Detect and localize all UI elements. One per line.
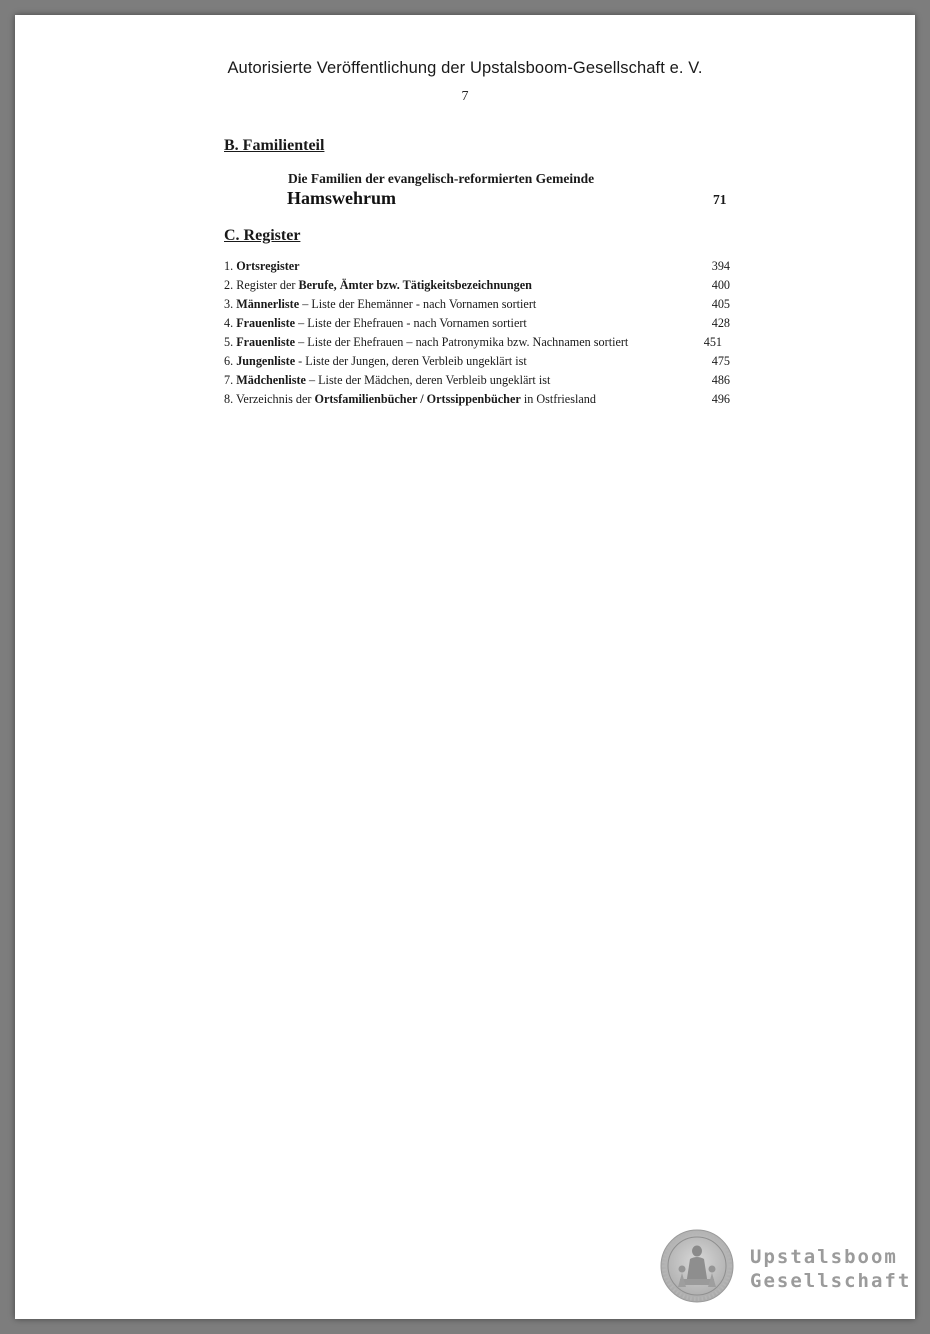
register-item-page: 451 (703, 335, 722, 349)
register-item-page: 400 (711, 278, 730, 292)
register-item (224, 259, 744, 278)
register-item-text: Ortsregister (236, 259, 300, 273)
register-item-page: 496 (711, 392, 730, 406)
register-item-number: 6. (224, 354, 237, 368)
register-item-number: 1. (224, 259, 237, 273)
register-item (224, 297, 744, 316)
family-section-page: 71 (713, 192, 727, 207)
register-item (224, 316, 744, 335)
register-item-number: 4. (224, 316, 237, 330)
page-number: 7 (461, 89, 469, 104)
register-item-number: 2. (224, 278, 237, 292)
register-item-page: 475 (711, 354, 730, 368)
register-item-text: – Liste der Mädchen, deren Verbleib ungeklärt ist (305, 373, 551, 387)
document-page (15, 15, 915, 1319)
logo-line-1: Upstalsboom (750, 1246, 898, 1268)
register-item-text: Ortsfamilienbücher / Ortssippenbücher (314, 392, 521, 406)
register-item-page: 428 (711, 316, 730, 330)
register-item-text: in Ostfriesland (520, 392, 596, 406)
register-item-text: Mädchenliste (236, 373, 306, 387)
register-item-number: 5. (224, 335, 237, 349)
register-item (224, 373, 744, 392)
register-item-number: 7. (224, 373, 237, 387)
register-item-page: 394 (711, 259, 730, 273)
register-list (224, 259, 744, 411)
register-item-text: – Liste der Ehefrauen – nach Patronymika bzw. Nachnamen sortiert (295, 335, 629, 349)
register-item-page: 405 (711, 297, 730, 311)
register-item-text: Verzeichnis der (235, 392, 315, 406)
register-item (224, 335, 744, 354)
logo-wordmark (750, 1245, 911, 1293)
register-item-page: 486 (711, 373, 730, 387)
register-item-text: – Liste der Ehefrauen - nach Vornamen sortiert (295, 316, 527, 330)
register-item-text: Jungenliste (236, 354, 296, 368)
seal-icon (660, 1229, 734, 1303)
register-item (224, 278, 744, 297)
register-item-text: - Liste der Jungen, deren Verbleib ungeklärt ist (295, 354, 527, 368)
register-item-number: 3. (224, 297, 237, 311)
publication-header: Autorisierte Veröffentlichung der Upstalsboom-Gesellschaft e. V. (227, 59, 703, 77)
register-item-number: 8. (224, 392, 236, 406)
register-item-text: – Liste der Ehemänner - nach Vornamen sortiert (299, 297, 537, 311)
logo-line-2: Gesellschaft (750, 1270, 912, 1292)
register-item-text: Männerliste (236, 297, 300, 311)
register-item-text: Frauenliste (236, 316, 296, 330)
register-item (224, 392, 744, 411)
register-item-text: Berufe, Ämter bzw. Tätigkeitsbezeichnungen (298, 278, 532, 292)
family-section-subtitle: Die Familien der evangelisch-reformierten Gemeinde (288, 171, 595, 186)
section-c-heading: C. Register (224, 227, 301, 244)
family-section-place: Hamswehrum (287, 188, 396, 208)
register-item (224, 354, 744, 373)
register-item-text: Register der (236, 278, 299, 292)
register-item-text: Frauenliste (236, 335, 296, 349)
section-b-heading: B. Familienteil (224, 137, 325, 154)
upstalsboom-logo (660, 1229, 910, 1305)
